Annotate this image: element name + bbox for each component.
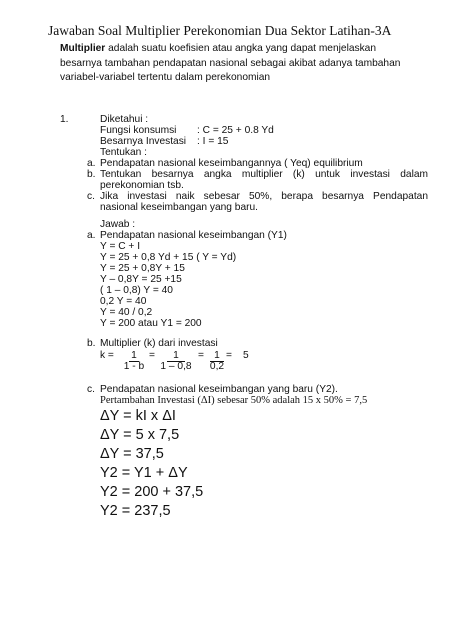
fraction-3-denominator: 0,2: [209, 361, 225, 372]
item-a-text: Pendapatan nasional keseimbangannya ( Yeq) equilibrium: [100, 158, 363, 169]
page-title: Jawaban Soal Multiplier Perekonomian Dua Sektor Latihan-3A: [48, 23, 392, 38]
multiplier-result: 5: [243, 350, 249, 361]
determine-label: Tentukan :: [100, 147, 148, 158]
answer-c-step: Y2 = 237,5: [100, 503, 171, 519]
intro-term: Multiplier: [60, 43, 106, 54]
answer-a-step: Y = 40 / 0,2: [100, 307, 153, 318]
answer-c-step: ΔY = 5 x 7,5: [100, 427, 180, 443]
fraction-1-numerator: 1: [131, 350, 137, 361]
answer-a-step: Y = 25 + 0,8Y + 15: [100, 263, 185, 274]
investment-increase-note: Pertambahan Investasi (ΔI) sebesar 50% adalah 15 x 50% = 7,5: [100, 395, 368, 406]
answer-c-step: Y2 = 200 + 37,5: [100, 484, 204, 500]
investment-label: Besarnya Investasi: [100, 136, 187, 147]
answer-a-step: Y = 200 atau Y1 = 200: [100, 318, 202, 329]
equals-sign: =: [198, 350, 204, 361]
intro-paragraph: [60, 42, 410, 86]
equals-sign: =: [226, 350, 232, 361]
item-c-letter: c.: [87, 191, 95, 202]
item-b-letter: b.: [87, 169, 96, 180]
answer-c-step: ΔY = kI x ΔI: [100, 408, 176, 424]
intro-text: adalah suatu koefisien atau angka yang dapat menjelaskan besarnya tambahan pendapatan nasional sebagai akibat adanya tambahan variabel-variabel tertentu dalam perekonomian: [60, 43, 401, 83]
answer-a-step: Y = C + I: [100, 241, 141, 252]
given-label: Diketahui :: [100, 114, 149, 125]
answer-a-title: Pendapatan nasional keseimbangan (Y1): [100, 230, 287, 241]
answer-a-step: Y – 0,8Y = 25 +15: [100, 274, 182, 285]
investment-value: : I = 15: [197, 136, 229, 147]
answer-b-letter: b.: [87, 338, 96, 349]
consumption-value: : C = 25 + 0.8 Yd: [197, 125, 274, 136]
item-b-text-2: perekonomian tsb.: [100, 180, 184, 191]
answer-a-step: Y = 25 + 0,8 Yd + 15 ( Y = Yd): [100, 252, 237, 263]
answer-a-letter: a.: [87, 230, 96, 241]
answer-c-step: Y2 = Y1 + ΔY: [100, 465, 188, 481]
item-c-text-2: nasional keseimbangan yang baru.: [100, 202, 259, 213]
answer-label: Jawab :: [100, 219, 136, 230]
item-a-letter: a.: [87, 158, 96, 169]
fraction-3-numerator: 1: [206, 349, 228, 362]
consumption-label: Fungsi konsumsi: [100, 125, 177, 136]
item-b-text-1: Tentukan besarnya angka multiplier (k) untuk investasi dalam: [100, 169, 428, 180]
answer-c-title: Pendapatan nasional keseimbangan yang baru (Y2).: [100, 384, 338, 395]
answer-b-title: Multiplier (k) dari investasi: [100, 338, 218, 349]
question-number: 1.: [60, 114, 69, 125]
item-c-text-1: Jika investasi naik sebesar 50%, berapa besarnya Pendapatan: [100, 191, 428, 202]
fraction-2-numerator: 1: [158, 349, 194, 362]
equals-sign: =: [149, 350, 155, 361]
fraction-2-denominator: 1 – 0,8: [160, 361, 192, 372]
answer-a-step: ( 1 – 0,8) Y = 40: [100, 285, 173, 296]
fraction-1-denominator: 1 - b: [123, 361, 145, 372]
answer-c-step: ΔY = 37,5: [100, 446, 164, 462]
multiplier-k: k =: [100, 350, 114, 361]
answer-a-step: 0,2 Y = 40: [100, 296, 147, 307]
answer-c-letter: c.: [87, 384, 95, 395]
